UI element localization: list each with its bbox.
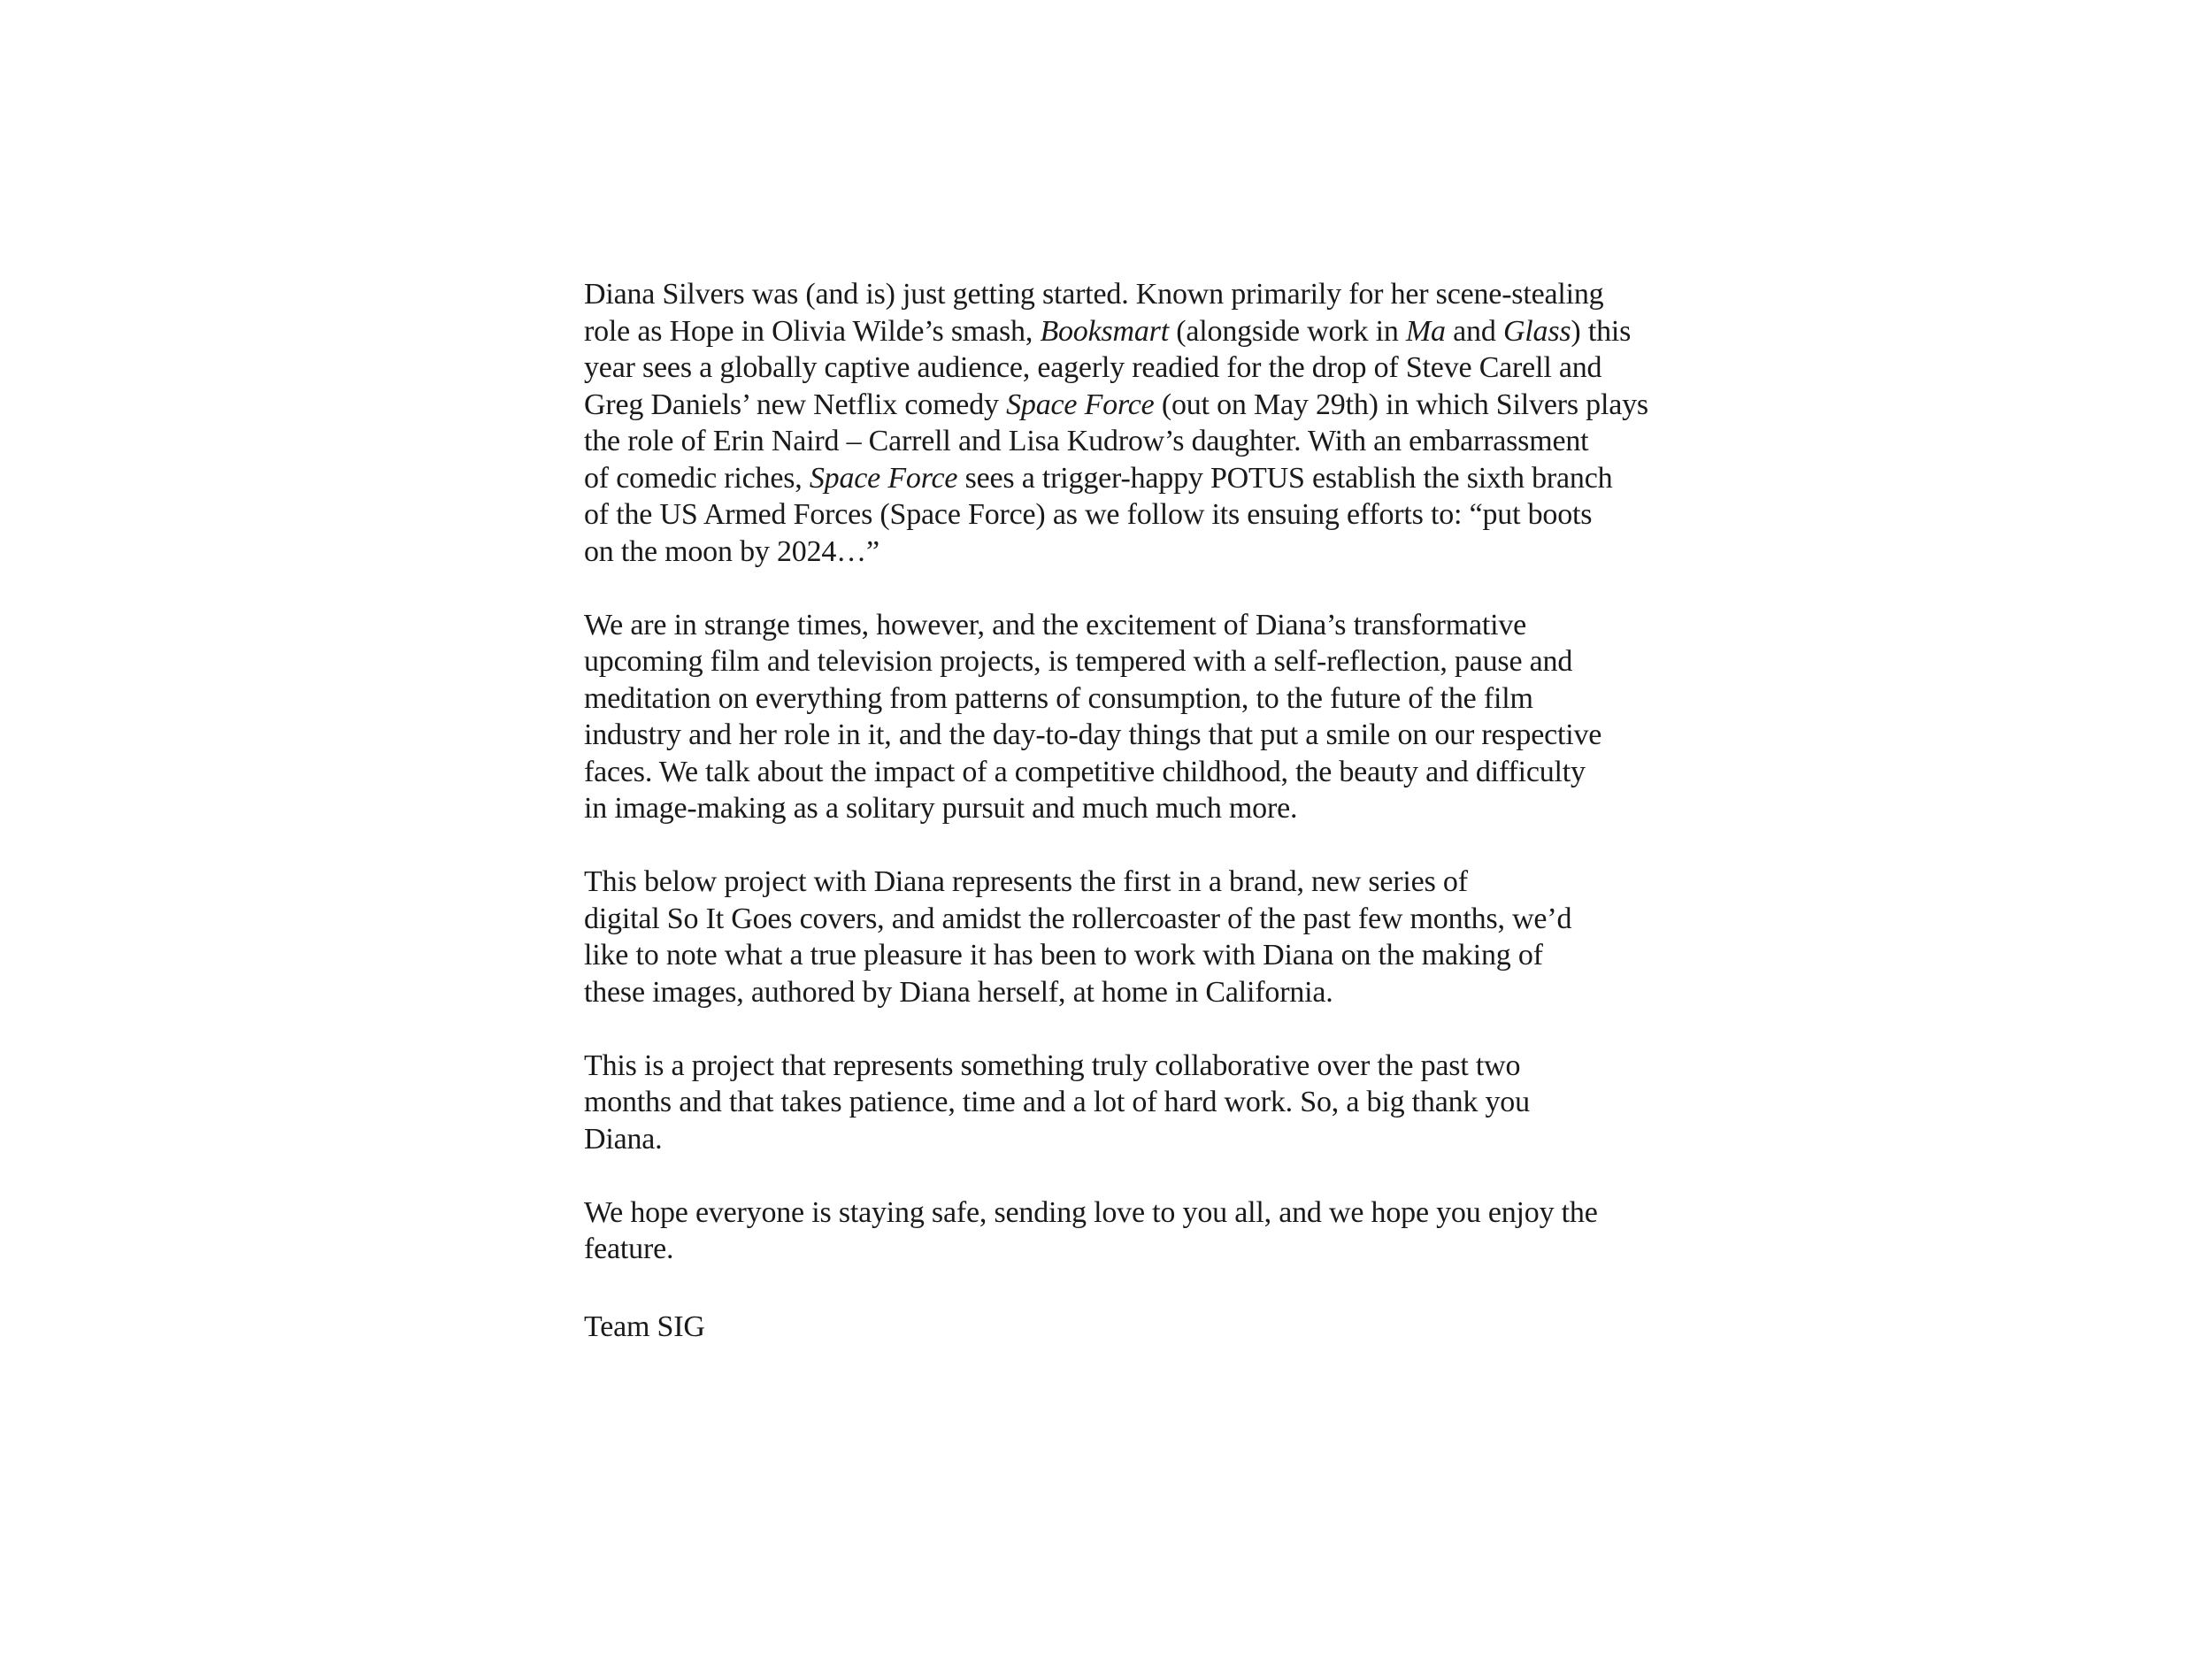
show-title-space-force: Space Force xyxy=(1006,388,1155,421)
text-line: of the US Armed Forces (Space Force) as we follow its ensuing efforts to: “put boots xyxy=(584,498,1593,531)
project-paragraph xyxy=(584,864,1659,1010)
text-line: upcoming film and television projects, is tempered with a self-reflection, pause and xyxy=(584,645,1573,678)
text-line: industry and her role in it, and the day-to-day things that put a smile on our respective xyxy=(584,718,1602,751)
collaboration-paragraph xyxy=(584,1048,1659,1158)
film-title-ma: Ma xyxy=(1405,314,1446,348)
text-line: This is a project that represents something truly collaborative over the past two xyxy=(584,1048,1521,1082)
text-line: of comedic riches, Space Force sees a trigger-happy POTUS establish the sixth branch xyxy=(584,461,1613,495)
show-title-space-force: Space Force xyxy=(809,461,958,495)
text-line: faces. We talk about the impact of a competitive childhood, the beauty and difficulty xyxy=(584,755,1586,788)
closing-paragraph xyxy=(584,1194,1659,1268)
text-line: months and that takes patience, time and a lot of hard work. So, a big thank you xyxy=(584,1086,1530,1118)
text-line: Diana Silvers was (and is) just getting started. Known primarily for her scene-stealing xyxy=(584,278,1604,311)
text-line: on the moon by 2024…” xyxy=(584,534,879,568)
text-line: the role of Erin Naird – Carrell and Lisa Kudrow’s daughter. With an embarrassment xyxy=(584,425,1589,457)
text-line: role as Hope in Olivia Wilde’s smash, Booksmart (alongside work in Ma and Glass) this xyxy=(584,314,1632,348)
signature-text: Team SIG xyxy=(584,1310,705,1343)
text-line: We hope everyone is staying safe, sending love to you all, and we hope you enjoy the xyxy=(584,1195,1598,1229)
text-line: Greg Daniels’ new Netflix comedy Space Force (out on May 29th) in which Silvers plays xyxy=(584,388,1648,421)
text-line: in image-making as a solitary pursuit and much much more. xyxy=(584,792,1298,825)
text-line: This below project with Diana represents the first in a brand, new series of xyxy=(584,865,1468,898)
text-line: meditation on everything from patterns of consumption, to the future of the film xyxy=(584,681,1533,715)
text-line: like to note what a true pleasure it has been to work with Diana on the making of xyxy=(584,939,1543,972)
film-title-booksmart: Booksmart xyxy=(1040,314,1169,348)
intro-paragraph xyxy=(584,276,1659,570)
strange-times-paragraph xyxy=(584,607,1659,827)
article-body xyxy=(584,276,1659,1345)
text-line: these images, authored by Diana herself, at home in California. xyxy=(584,975,1333,1009)
signature xyxy=(584,1309,1659,1346)
film-title-glass: Glass xyxy=(1502,314,1571,348)
text-line: year sees a globally captive audience, eagerly readied for the drop of Steve Carell and xyxy=(584,351,1602,384)
text-line: Diana. xyxy=(584,1122,663,1156)
text-line: digital So It Goes covers, and amidst the rollercoaster of the past few months, we’d xyxy=(584,902,1572,935)
text-line: feature. xyxy=(584,1233,674,1265)
text-line: We are in strange times, however, and the excitement of Diana’s transformative xyxy=(584,608,1527,641)
